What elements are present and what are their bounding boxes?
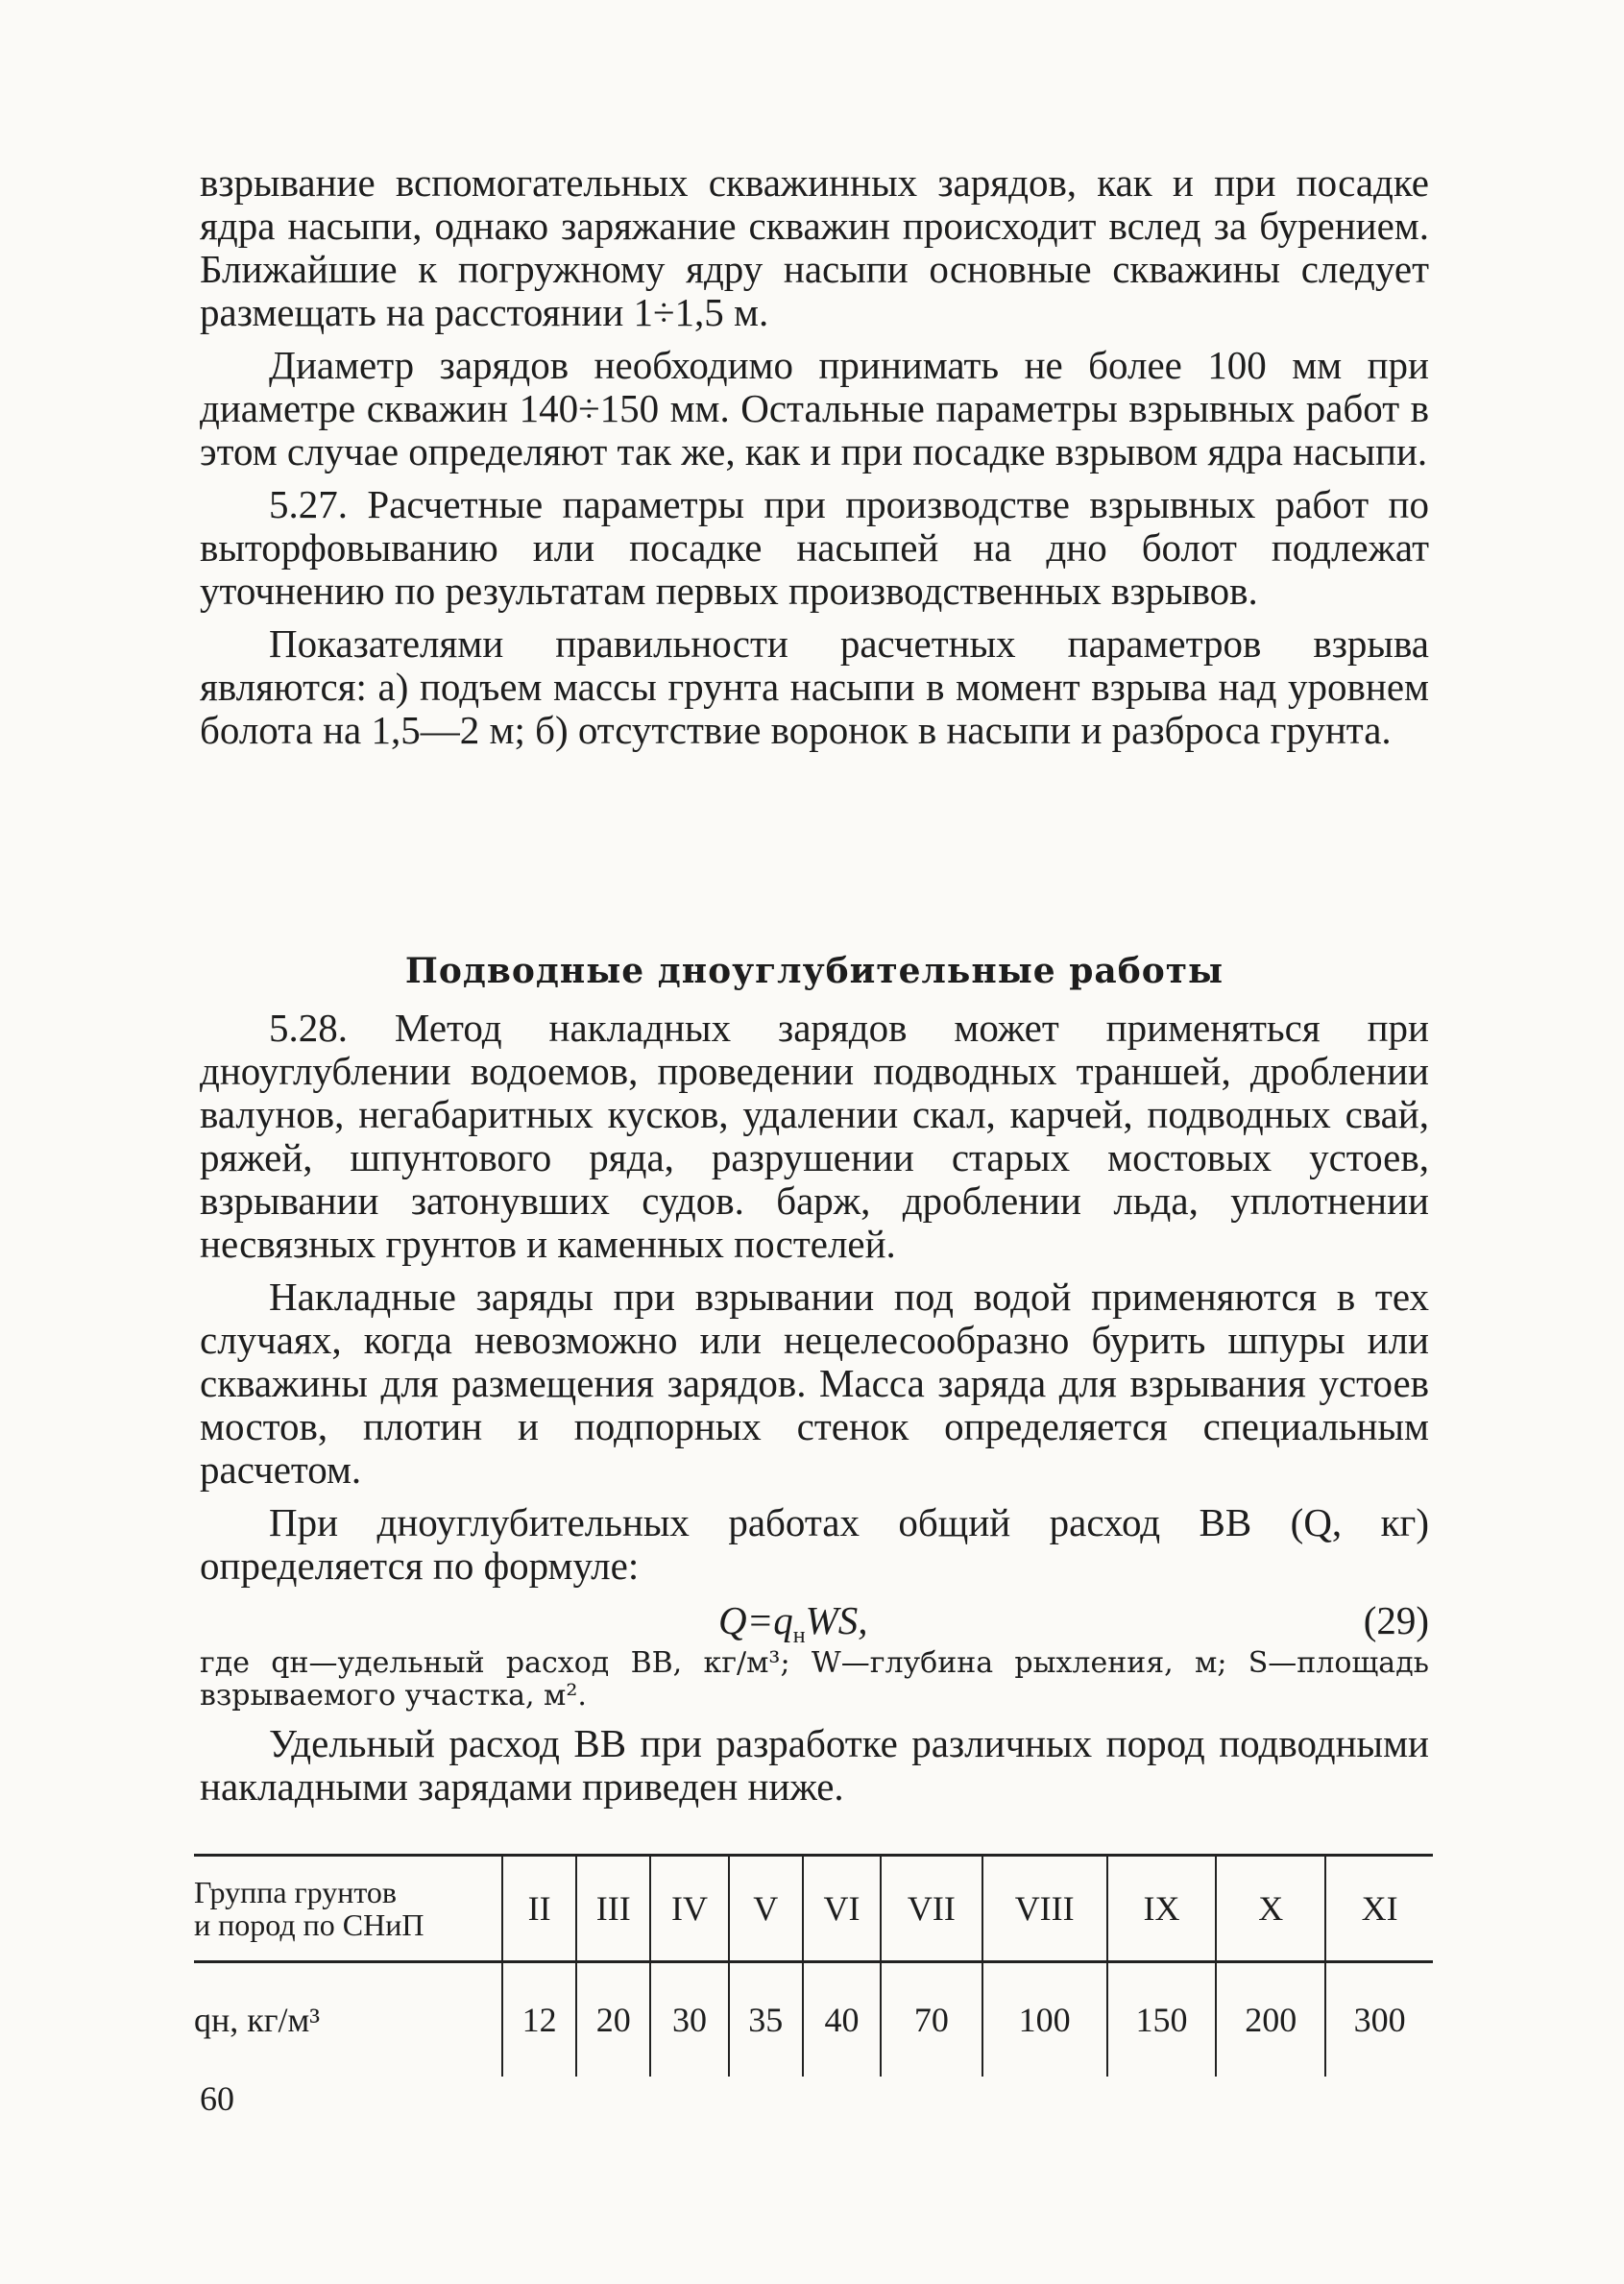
explosive-consumption-table (194, 1854, 1433, 2077)
table-cell: 150 (1107, 1962, 1217, 2077)
table-cell: 30 (650, 1962, 728, 2077)
paragraph: 5.27. Расчетные параметры при производстве взрывных работ по выторфовыванию или посадке насыпей на дно болот подлежат уточнению по результатам первых производственных взрывов. (200, 482, 1429, 613)
table-header-cell: VIII (982, 1856, 1107, 1962)
table-header-cell: II (502, 1856, 576, 1962)
formula-expression: $Q=q_нWS$, (718, 1598, 868, 1649)
text-block-top (200, 161, 1429, 752)
paragraph: Накладные заряды при взрывании под водой применяются в тех случаях, когда невозможно или нецелесообразно бурить шпуры или скважины для размещения зарядов. Масса заряда для взрывания устоев мостов, плотин и подпорных стенок определяется специальным расчетом. (200, 1275, 1429, 1492)
page-number: 60 (200, 2079, 234, 2118)
paragraph: Показателями правильности расчетных параметров взрыва являются: а) подъем массы грунта насыпи в момент взрыва над уровнем болота на 1,5—2 м; б) отсутствие воронок в насыпи и разброса грунта. (200, 621, 1429, 752)
table-header-cell: VI (803, 1856, 881, 1962)
paragraph: взрывание вспомогательных скважинных зарядов, как и при посадке ядра насыпи, однако заряжание скважин происходит вслед за бурением. Ближайшие к погружному ядру насыпи основные скважины следует размещать на расстоянии 1÷1,5 м. (200, 160, 1429, 334)
table-header-label: Группа грунтов и пород по СНиП (194, 1856, 502, 1962)
table-row (194, 1962, 1433, 2077)
table-header-cell: IX (1107, 1856, 1217, 1962)
paragraph: Диаметр зарядов необходимо принимать не более 100 мм при диаметре скважин 140÷150 мм. Остальные параметры взрывных работ в этом случае определяют так же, как и при посадке взрывом ядра насыпи. (200, 343, 1429, 474)
table-row-label: qн, кг/м³ (194, 2001, 321, 2039)
table-header-row (194, 1856, 1433, 1962)
paragraph: При дноуглубительных работах общий расход ВВ (Q, кг) определяется по формуле: (200, 1500, 1429, 1588)
table-cell: 35 (729, 1962, 803, 2077)
paragraph: Удельный расход ВВ при разработке различных пород подводными накладными зарядами приведен ниже. (200, 1721, 1429, 1809)
section-heading-wrap (200, 951, 1429, 991)
table-cell: 100 (982, 1962, 1107, 2077)
table-header-cell: XI (1325, 1856, 1433, 1962)
table-header-cell: VII (881, 1856, 982, 1962)
formula-29 (200, 1588, 1429, 1647)
formula-note: где qн—удельный расход ВВ, кг/м³; W—глубина рыхления, м; S—площадь взрываемого участка, м². (200, 1646, 1429, 1713)
table-header-cell: V (729, 1856, 803, 1962)
table-cell: 40 (803, 1962, 881, 2077)
table-cell: 300 (1325, 1962, 1433, 2077)
paragraph: 5.28. Метод накладных зарядов может применяться при дноуглублении водоемов, проведении подводных траншей, дроблении валунов, негабаритных кусков, удалении скал, карчей, подводных свай, ряжей, шпунтового ряда, разрушении старых мостовых устоев, взрывании затонувших судов. барж, дроблении льда, уплотнении несвязных грунтов и каменных постелей. (200, 1006, 1429, 1266)
equation-number: (29) (1363, 1598, 1429, 1642)
table-header-cell: IV (650, 1856, 728, 1962)
table-header-cell: X (1216, 1856, 1325, 1962)
table-cell: 200 (1216, 1962, 1325, 2077)
text-block-middle (200, 1007, 1429, 1809)
section-title: Подводные дноуглубительные работы (404, 951, 1224, 991)
table-header-cell: III (576, 1856, 650, 1962)
table-cell: 20 (576, 1962, 650, 2077)
table-cell: 70 (881, 1962, 982, 2077)
table-cell: 12 (502, 1962, 576, 2077)
